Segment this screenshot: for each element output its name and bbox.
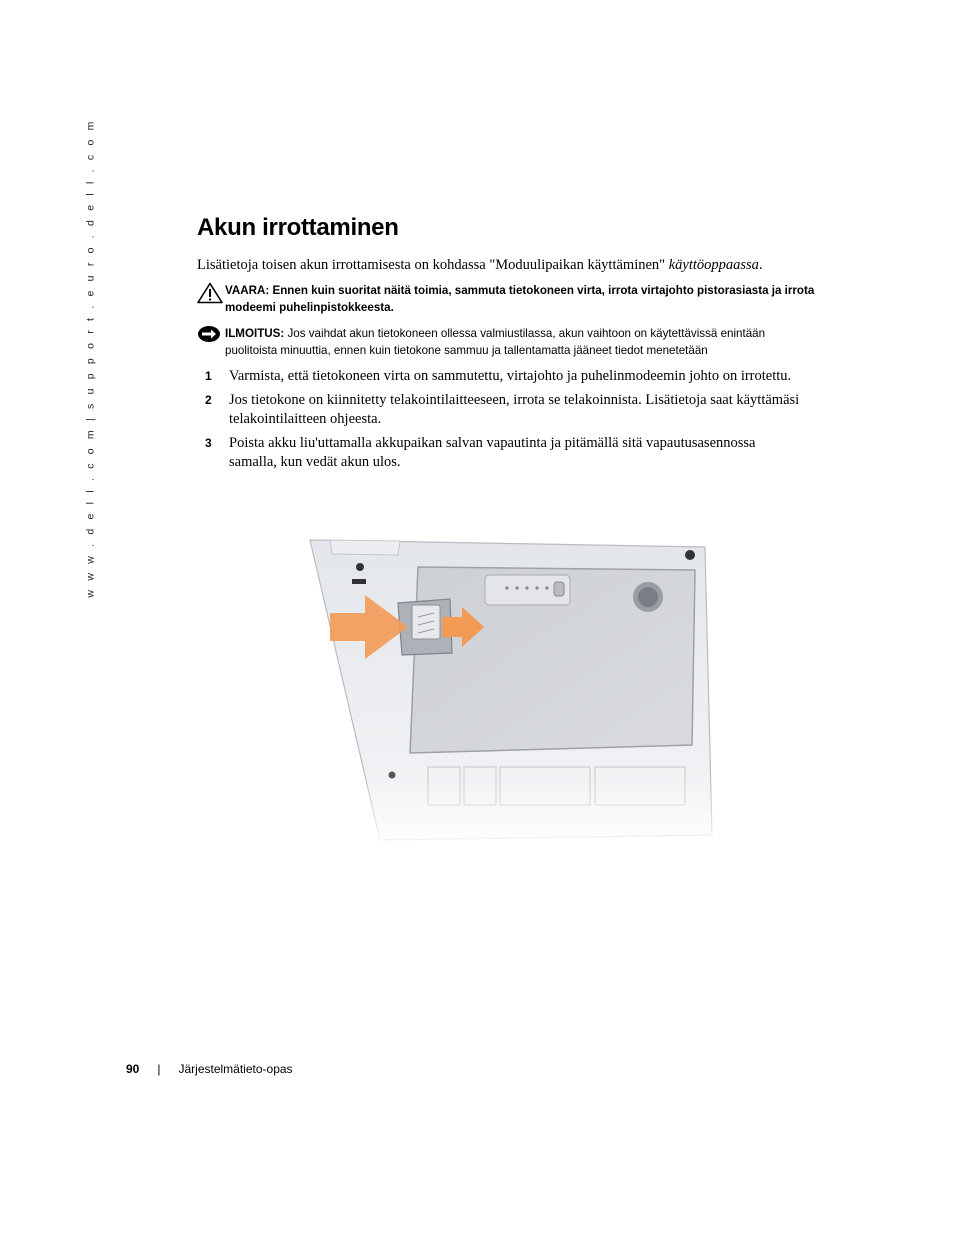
warning-triangle-icon (197, 282, 223, 304)
step-text: Poista akku liu'uttamalla akkupaikan salvan vapautinta ja pitämällä sitä vapautusasennossa samalla, kun vedät akun ulos. (229, 435, 756, 470)
intro-paragraph (197, 256, 817, 275)
warning-text: Ennen kuin suoritat näitä toimia, sammuta tietokoneen virta, irrota virtajohto pistorasiasta ja irrota modeemi puhelinpistokkeesta. (225, 284, 815, 314)
notice-icon (197, 325, 221, 343)
page-number: 90 (126, 1062, 140, 1076)
list-item (205, 434, 805, 472)
page-footer (126, 1062, 293, 1076)
intro-end: . (758, 257, 763, 273)
notice-text: Jos vaihdat akun tietokoneen ollessa valmiustilassa, akun vaihtoon on käytettävissä enintään puolitoista minuuttia, ennen kuin tietokone sammuu ja tallentamatta jääneet tiedot menetetään (225, 327, 766, 357)
intro-text: Lisätietoja toisen akun irrottamisesta on kohdassa "Moduulipaikan käyttäminen" (197, 257, 669, 273)
warning-note (197, 282, 817, 316)
list-item (205, 367, 805, 386)
list-item (205, 391, 805, 429)
intro-italic: käyttöoppaassa (668, 257, 759, 273)
page-title: Akun irrottaminen (197, 214, 399, 241)
side-url-text: w w w . d e l l . c o m | s u p p o r t . e u r o . d e l l . c o m (85, 118, 98, 598)
steps-list (205, 367, 805, 477)
step-number: 2 (205, 393, 212, 407)
notice-label: ILMOITUS: (225, 327, 285, 340)
battery-removal-illustration (300, 535, 720, 855)
step-text: Jos tietokone on kiinnitetty telakointilaitteeseen, irrota se telakoinnista. Lisätietoja saat käyttämäsi telakointilaitteen ohjeesta. (229, 392, 800, 427)
step-number: 3 (205, 436, 212, 450)
side-url (84, 118, 98, 598)
step-number: 1 (205, 369, 212, 383)
warning-label: VAARA: (225, 284, 270, 297)
step-text: Varmista, että tietokoneen virta on sammutettu, virtajohto ja puhelinmodeemin johto on irrotettu. (229, 368, 792, 384)
footer-separator: | (157, 1062, 161, 1076)
footer-title: Järjestelmätieto-opas (178, 1062, 293, 1076)
notice-note (197, 325, 817, 359)
